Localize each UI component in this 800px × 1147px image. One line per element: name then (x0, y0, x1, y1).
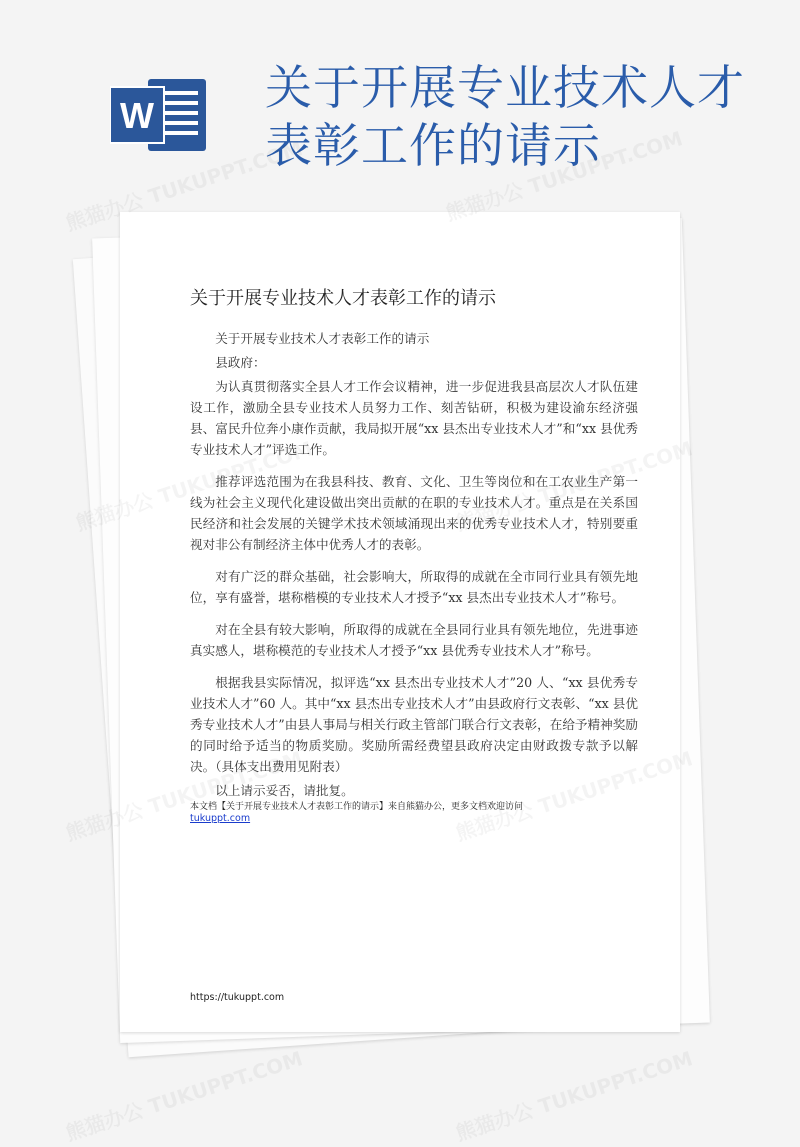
svg-text:W: W (120, 95, 154, 136)
footer-url[interactable]: https://tukuppt.com (190, 992, 285, 1003)
paragraph: 推荐评选范围为在我县科技、教育、文化、卫生等岗位和在工农业生产第一线为社会主义现代化建设做出突出贡献的在职的专业技术人才。重点是在关系国民经济和社会发展的关键学术技术领域涌现出来的优秀专业技术人才，特别要重视对非公有制经济主体中优秀人才的表彰。 (190, 474, 638, 552)
watermark (62, 1042, 306, 1146)
document-title: 关于开展专业技术人才表彰工作的请示 (190, 288, 496, 309)
paragraph-closing: 以上请示妥否，请批复。 (215, 783, 354, 798)
paragraph: 对在全县有较大影响，所取得的成就在全县同行业具有领先地位，先进事迹真实感人，堪称模范的专业技术人才授予“xx 县优秀专业技术人才”称号。 (190, 622, 638, 658)
paragraph: 根据我县实际情况，拟评选“xx 县杰出专业技术人才”20 人、“xx 县优秀专业技术人才”60 人。其中“xx 县杰出专业技术人才”由县政府行文表彰、“xx 县优秀专业技术人才”由县人事局与相关行政主管部门联合行文表彰，在给予精神奖励的同时给予适当的物质奖励。奖励所需经费望县政府决定由财政拨专款予以解决。（具体支出费用见附表） (190, 675, 638, 774)
paragraph: 为认真贯彻落实全县人才工作会议精神，进一步促进我县高层次人才队伍建设工作，激励全县专业技术人员努力工作、刻苦钻研，积极为建设渝东经济强县、富民升位奔小康作贡献，我局拟开展“xx 县杰出专业技术人才”和“xx 县优秀专业技术人才”评选工作。 (190, 379, 638, 457)
watermark (452, 1042, 696, 1146)
header-title-line2: 表彰工作的请示 (265, 119, 601, 174)
source-note: 本文档【关于开展专业技术人才表彰工作的请示】来自熊猫办公，更多文档欢迎访问 (190, 802, 524, 812)
source-link[interactable]: tukuppt.com (190, 813, 251, 824)
header-title (265, 60, 785, 176)
paragraph: 对有广泛的群众基础，社会影响大，所取得的成就在全市同行业具有领先地位，享有盛誉，堪称楷模的专业技术人才授予“xx 县杰出专业技术人才”称号。 (190, 569, 638, 605)
paragraph-subtitle: 关于开展专业技术人才表彰工作的请示 (215, 331, 430, 346)
document-body (190, 328, 638, 804)
paragraph-salutation: 县政府： (215, 355, 266, 370)
word-doc-icon (110, 75, 210, 155)
header-title-line1: 关于开展专业技术人才 (265, 61, 745, 116)
